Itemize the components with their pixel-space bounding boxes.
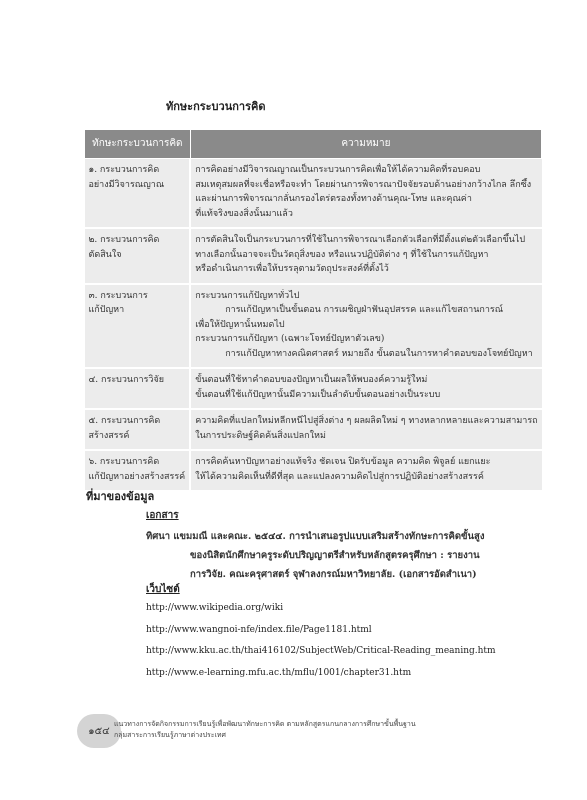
meaning-line: ขั้นตอนที่ใช้หาคำตอบของปัญหาเป็นผลให้พบองค์ความรู้ใหม่ <box>195 375 428 385</box>
table-header-row <box>85 130 542 159</box>
url-link[interactable]: http://www.wikipedia.org/wiki <box>146 603 284 613</box>
skill-line: ๑. กระบวนการคิด <box>88 165 160 175</box>
documents-heading: เอกสาร <box>146 510 179 521</box>
skill-line: ๕. กระบวนการคิด <box>88 416 161 426</box>
skill-line: ๓. กระบวนการ <box>88 290 148 301</box>
citation-line: ทิศนา แขมมณี และคณะ. ๒๕๔๔. การนำเสนอรูปแบบเสริมสร้างทักษะการคิดขั้นสูง <box>146 531 485 542</box>
skill-line: สร้างสรรค์ <box>88 430 130 441</box>
url-list <box>146 598 496 684</box>
meaning-line: ทางเลือกนั้นอาจจะเป็นวัตถุสิ่งของ หรือแนวปฏิบัติต่าง ๆ ที่ใช้ในการแก้ปัญหา <box>195 249 489 260</box>
citation-line: ของนิสิตนักศึกษาครูระดับปริญญาตรีสำหรับหลักสูตรครุศึกษา : รายงาน <box>190 550 480 561</box>
meaning-line: สมเหตุสมผลที่จะเชื่อหรือจะทำ โดยผ่านการพิจารณาปัจจัยรอบด้านอย่างกว้างไกล ลึกซึ้ง <box>195 179 532 190</box>
meaning-line: การแก้ปัญหาเป็นขั้นตอน การเผชิญฝ่าฟันอุปสรรค และแก้ไขสถานการณ์ <box>225 305 504 315</box>
table-row <box>85 228 542 284</box>
meaning-cell <box>190 368 541 409</box>
footer-line: แนวทางการจัดกิจกรรมการเรียนรู้เพื่อพัฒนาทักษะการคิด ตามหลักสูตรแกนกลางการศึกษาขั้นพื้นฐาน <box>114 720 416 728</box>
skill-cell <box>85 450 191 491</box>
meaning-line: ให้ได้ความคิดเห็นที่ดีที่สุด และแปลงความคิดไปสู่การปฏิบัติอย่างสร้างสรรค์ <box>195 471 484 482</box>
references-heading: ที่มาของข้อมูล <box>86 490 155 503</box>
header-meaning: ความหมาย <box>190 130 541 159</box>
page-title: ทักษะกระบวนการคิด <box>166 100 266 113</box>
url-link[interactable]: http://www.wangnoi-nfe/index.file/Page1181.html <box>146 624 372 635</box>
skill-line: ๒. กระบวนการคิด <box>88 235 160 245</box>
table-row <box>85 409 542 450</box>
skill-cell <box>85 284 191 369</box>
document-citation <box>146 527 501 584</box>
skill-cell <box>85 228 191 284</box>
meaning-line: ขั้นตอนที่ใช้แก้ปัญหานั้นมีความเป็นลำดับขั้นตอนอย่างเป็นระบบ <box>195 389 441 400</box>
meaning-cell <box>190 450 541 491</box>
footer-line: กลุ่มสาระการเรียนรู้ภาษาต่างประเทศ <box>114 731 226 739</box>
skill-cell <box>85 159 191 229</box>
footer-text <box>114 719 416 741</box>
websites-heading: เว็บไซต์ <box>146 584 180 595</box>
skill-line: ๔. กระบวนการวิจัย <box>88 375 165 385</box>
skill-line: แก้ปัญหาอย่างสร้างสรรค์ <box>88 471 186 482</box>
table-row <box>85 284 542 369</box>
meaning-line: กระบวนการแก้ปัญหา (เฉพาะโจทย์ปัญหาตัวเลข) <box>195 334 385 344</box>
meaning-cell <box>190 228 541 284</box>
meaning-cell <box>190 409 541 450</box>
meaning-line: ในการประดิษฐ์คิดค้นสิ่งแปลกใหม่ <box>195 430 326 441</box>
header-skill: ทักษะกระบวนการคิด <box>85 130 191 159</box>
skill-line: ตัดสินใจ <box>88 249 122 260</box>
skill-line: อย่างมีวิจารณญาณ <box>88 179 165 190</box>
meaning-cell <box>190 284 541 369</box>
page-number: ๑๕๔ <box>88 725 110 737</box>
url-link[interactable]: http://www.e-learning.mfu.ac.th/mflu/1001/chapter31.htm <box>146 667 412 678</box>
skill-cell <box>85 368 191 409</box>
url-link[interactable]: http://www.kku.ac.th/thai416102/SubjectWeb/Critical-Reading_meaning.htm <box>146 646 496 656</box>
meaning-line: หรือดำเนินการเพื่อให้บรรลุตามวัตถุประสงค์ที่ตั้งไว้ <box>195 264 389 274</box>
table-row <box>85 450 542 491</box>
meaning-line: การคิดอย่างมีวิจารณญาณเป็นกระบวนการคิดเพื่อให้ได้ความคิดที่รอบคอบ <box>195 165 481 175</box>
meaning-line: เพื่อให้ปัญหานั้นหมดไป <box>195 319 285 330</box>
skill-line: แก้ปัญหา <box>88 305 125 315</box>
skill-line: ๖. กระบวนการคิด <box>88 457 160 467</box>
meaning-line: การตัดสินใจเป็นกระบวนการที่ใช้ในการพิจารณาเลือกตัวเลือกที่มีตั้งแต่๒ตัวเลือกขึ้นไป <box>195 235 526 245</box>
table-row <box>85 159 542 229</box>
skills-table <box>84 129 542 492</box>
citation-line: การวิจัย. คณะครุศาสตร์ จุฬาลงกรณ์มหาวิทยาลัย. (เอกสารอัดสำเนา) <box>190 569 477 580</box>
meaning-line: กระบวนการแก้ปัญหาทั่วไป <box>195 290 300 301</box>
meaning-cell <box>190 159 541 229</box>
meaning-line: ที่แท้จริงของสิ่งนั้นมาแล้ว <box>195 208 293 219</box>
meaning-line: การแก้ปัญหาทางคณิตศาสตร์ หมายถึง ขั้นตอนในการหาคำตอบของโจทย์ปัญหา <box>225 348 533 359</box>
meaning-line: ความคิดที่แปลกใหม่หลีกหนีไปสู่สิ่งต่าง ๆ ผลผลิตใหม่ ๆ ทางหลากหลายและความสามารถ <box>195 416 538 426</box>
meaning-line: การคิดค้นหาปัญหาอย่างแท้จริง ชัดเจน ปิดรับข้อมูล ความคิด พิจูลย์ แยกแยะ <box>195 457 491 467</box>
meaning-line: และผ่านการพิจารณากลั่นกรองไตร่ตรองทั้งทางด้านคุณ-โทษ และคุณค่า <box>195 194 472 204</box>
skill-cell <box>85 409 191 450</box>
table-row <box>85 368 542 409</box>
